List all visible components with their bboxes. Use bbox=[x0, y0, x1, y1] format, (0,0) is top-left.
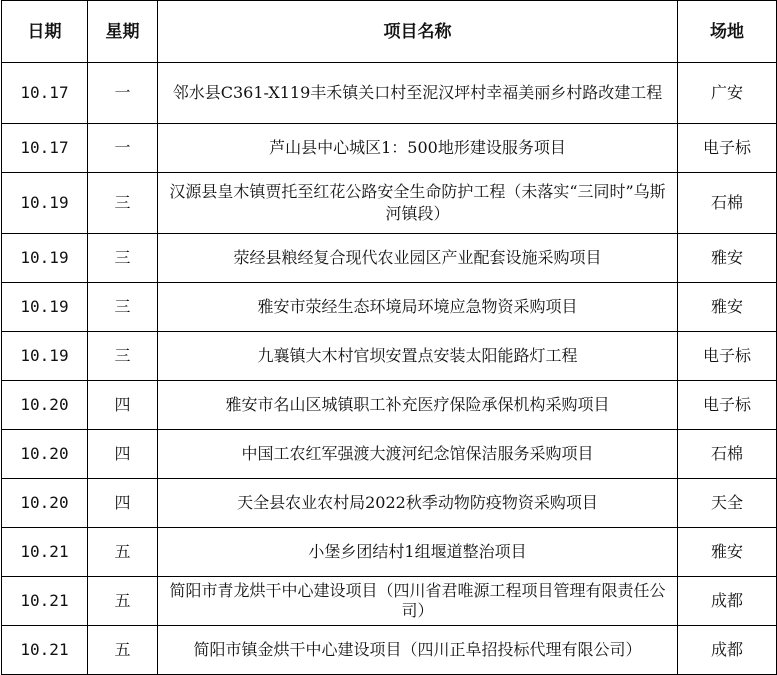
cell-project: 简阳市镇金烘干中心建设项目（四川正阜招投标代理有限公司） bbox=[158, 626, 678, 675]
cell-weekday: 五 bbox=[88, 528, 158, 577]
table-row bbox=[2, 528, 777, 577]
cell-date: 10.20 bbox=[2, 479, 88, 528]
cell-weekday: 三 bbox=[88, 332, 158, 381]
cell-date: 10.21 bbox=[2, 626, 88, 675]
cell-venue: 雅安 bbox=[678, 283, 777, 332]
cell-venue: 天全 bbox=[678, 479, 777, 528]
table-row bbox=[2, 332, 777, 381]
cell-project: 简阳市青龙烘干中心建设项目（四川省君唯源工程项目管理有限责任公司） bbox=[158, 577, 678, 626]
header-project: 项目名称 bbox=[158, 1, 678, 63]
cell-date: 10.17 bbox=[2, 63, 88, 124]
cell-project: 小堡乡团结村1组堰道整治项目 bbox=[158, 528, 678, 577]
header-weekday: 星期 bbox=[88, 1, 158, 63]
cell-date: 10.19 bbox=[2, 173, 88, 234]
cell-project: 荥经县粮经复合现代农业园区产业配套设施采购项目 bbox=[158, 234, 678, 283]
table-row bbox=[2, 283, 777, 332]
table-row bbox=[2, 430, 777, 479]
table-row bbox=[2, 479, 777, 528]
cell-date: 10.20 bbox=[2, 381, 88, 430]
cell-weekday: 五 bbox=[88, 577, 158, 626]
cell-date: 10.21 bbox=[2, 577, 88, 626]
cell-project: 雅安市名山区城镇职工补充医疗保险承保机构采购项目 bbox=[158, 381, 678, 430]
header-venue: 场地 bbox=[678, 1, 777, 63]
cell-venue: 雅安 bbox=[678, 528, 777, 577]
table-row bbox=[2, 626, 777, 675]
cell-date: 10.17 bbox=[2, 124, 88, 173]
cell-date: 10.19 bbox=[2, 283, 88, 332]
table-row bbox=[2, 577, 777, 626]
header-row bbox=[2, 1, 777, 63]
cell-venue: 电子标 bbox=[678, 381, 777, 430]
cell-project: 天全县农业农村局2022秋季动物防疫物资采购项目 bbox=[158, 479, 678, 528]
cell-venue: 成都 bbox=[678, 577, 777, 626]
cell-weekday: 一 bbox=[88, 63, 158, 124]
table-row bbox=[2, 63, 777, 124]
cell-weekday: 四 bbox=[88, 479, 158, 528]
cell-weekday: 一 bbox=[88, 124, 158, 173]
cell-project: 邻水县C361-X119丰禾镇关口村至泥汉坪村幸福美丽乡村路改建工程 bbox=[158, 63, 678, 124]
cell-weekday: 三 bbox=[88, 283, 158, 332]
cell-project: 雅安市荥经生态环境局环境应急物资采购项目 bbox=[158, 283, 678, 332]
cell-weekday: 三 bbox=[88, 173, 158, 234]
table-row bbox=[2, 234, 777, 283]
schedule-table bbox=[1, 0, 777, 675]
cell-project: 芦山县中心城区1：500地形建设服务项目 bbox=[158, 124, 678, 173]
cell-date: 10.21 bbox=[2, 528, 88, 577]
cell-weekday: 三 bbox=[88, 234, 158, 283]
cell-project: 九襄镇大木村官坝安置点安装太阳能路灯工程 bbox=[158, 332, 678, 381]
cell-date: 10.20 bbox=[2, 430, 88, 479]
cell-project: 中国工农红军强渡大渡河纪念馆保洁服务采购项目 bbox=[158, 430, 678, 479]
header-date: 日期 bbox=[2, 1, 88, 63]
cell-venue: 电子标 bbox=[678, 124, 777, 173]
cell-weekday: 四 bbox=[88, 430, 158, 479]
cell-venue: 雅安 bbox=[678, 234, 777, 283]
cell-date: 10.19 bbox=[2, 332, 88, 381]
cell-project: 汉源县皇木镇贾托至红花公路安全生命防护工程（未落实“三同时”乌斯河镇段） bbox=[158, 173, 678, 234]
cell-weekday: 五 bbox=[88, 626, 158, 675]
table-row bbox=[2, 381, 777, 430]
table-row bbox=[2, 124, 777, 173]
cell-date: 10.19 bbox=[2, 234, 88, 283]
cell-weekday: 四 bbox=[88, 381, 158, 430]
cell-venue: 石棉 bbox=[678, 173, 777, 234]
table-row bbox=[2, 173, 777, 234]
cell-venue: 电子标 bbox=[678, 332, 777, 381]
cell-venue: 石棉 bbox=[678, 430, 777, 479]
cell-venue: 成都 bbox=[678, 626, 777, 675]
cell-venue: 广安 bbox=[678, 63, 777, 124]
